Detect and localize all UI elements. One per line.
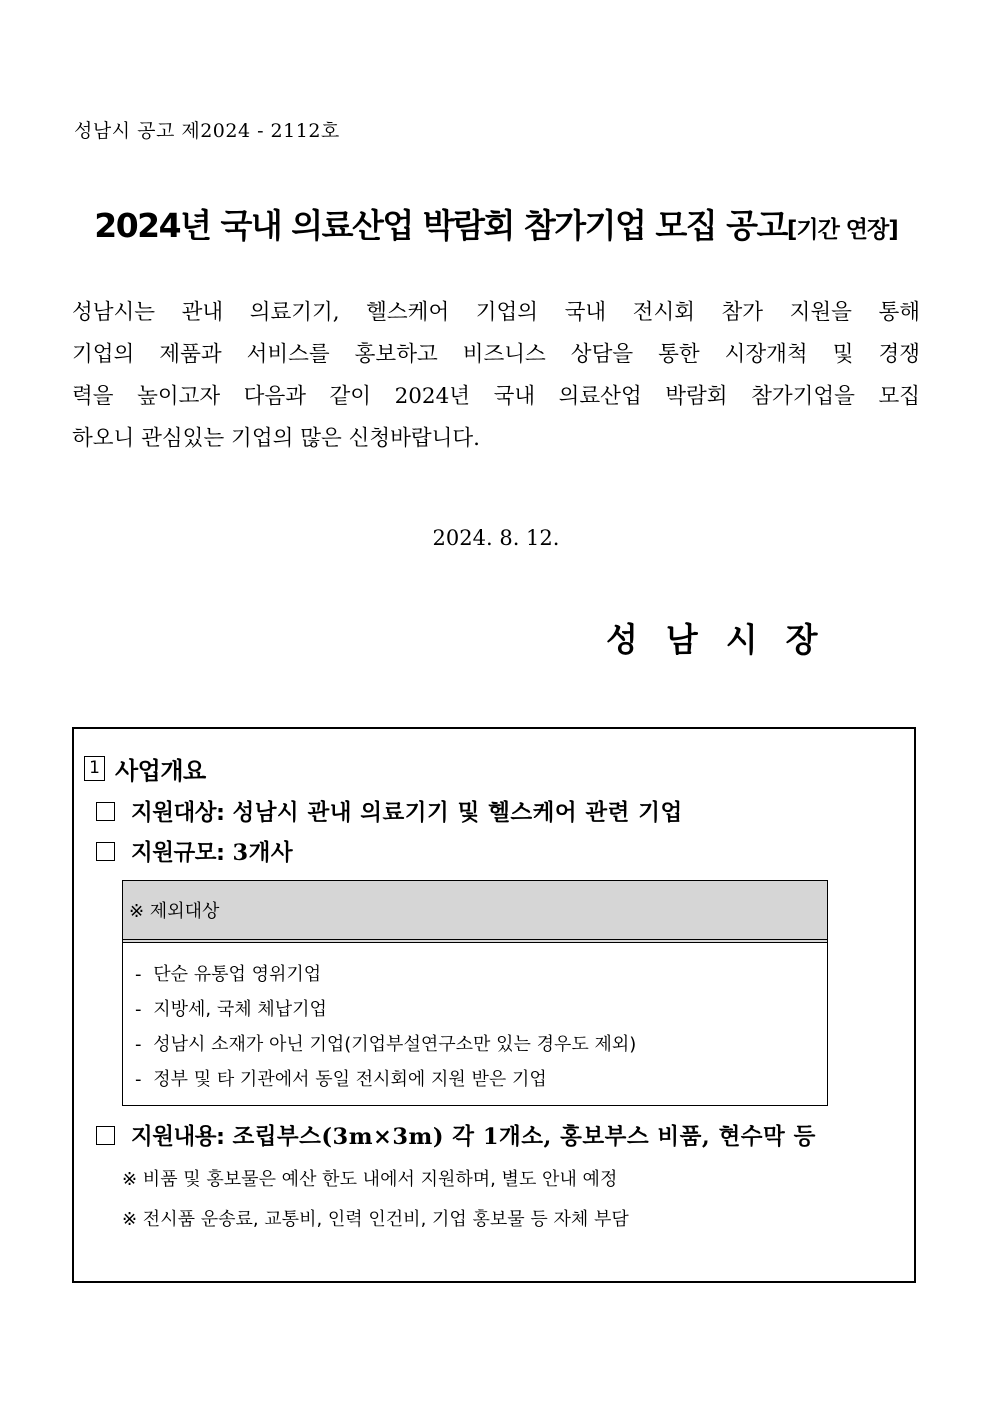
exclusion-item: - 단순 유통업 영위기업 (135, 957, 827, 992)
support-scale-label: 지원규모: (131, 840, 225, 866)
exclusion-list (123, 943, 827, 1097)
document-title-main: 2024년 국내 의료산업 박람회 참가기업 모집 공고 (94, 206, 787, 245)
notice-date: 2024. 8. 12. (432, 526, 560, 550)
document-title-suffix: [기간 연장] (786, 217, 898, 243)
intro-paragraph (72, 292, 920, 460)
section-title: 사업개요 (115, 757, 206, 785)
support-scale-item (96, 835, 293, 867)
exclusion-item: - 지방세, 국체 체납기업 (135, 992, 827, 1027)
document-title (0, 200, 992, 247)
support-note: ※ 비품 및 홍보물은 예산 한도 내에서 지원하며, 별도 안내 예정 (122, 1169, 618, 1190)
checkbox-bullet-icon (96, 842, 115, 861)
exclusion-header: ※ 제외대상 (123, 881, 827, 943)
support-target-item (96, 795, 683, 827)
business-outline-box (72, 727, 916, 1283)
support-content-label: 지원내용: (131, 1124, 225, 1150)
issuer-signature: 성남시장 (606, 620, 846, 659)
exclusion-item: - 성남시 소재가 아닌 기업(기업부설연구소만 있는 경우도 제외) (135, 1027, 827, 1062)
intro-line: 력을 높이고자 다음과 같이 2024년 국내 의료산업 박람회 참가기업을 모집 (72, 384, 920, 409)
exclusion-table (122, 880, 828, 1106)
intro-line: 기업의 제품과 서비스를 홍보하고 비즈니스 상담을 통한 시장개척 및 경쟁 (72, 342, 920, 367)
intro-line: 성남시는 관내 의료기기, 헬스케어 기업의 국내 전시회 참가 지원을 통해 (72, 300, 920, 325)
support-note: ※ 전시품 운송료, 교통비, 인력 인건비, 기업 홍보물 등 자체 부담 (122, 1209, 629, 1230)
intro-line: 하오니 관심있는 기업의 많은 신청바랍니다. (72, 426, 481, 451)
checkbox-bullet-icon (96, 1126, 115, 1145)
exclusion-item: - 정부 및 타 기관에서 동일 전시회에 지원 받은 기업 (135, 1062, 827, 1097)
notice-number: 성남시 공고 제2024 - 2112호 (74, 120, 340, 142)
support-content-item (96, 1119, 816, 1151)
support-target-label: 지원대상: (131, 800, 225, 826)
checkbox-bullet-icon (96, 802, 115, 821)
support-target-value: 성남시 관내 의료기기 및 헬스케어 관련 기업 (232, 800, 683, 826)
support-content-value: 조립부스(3m×3m) 각 1개소, 홍보부스 비품, 현수막 등 (232, 1124, 816, 1150)
section-heading (84, 751, 206, 786)
section-number: 1 (84, 756, 105, 781)
support-scale-value: 3개사 (232, 840, 294, 866)
